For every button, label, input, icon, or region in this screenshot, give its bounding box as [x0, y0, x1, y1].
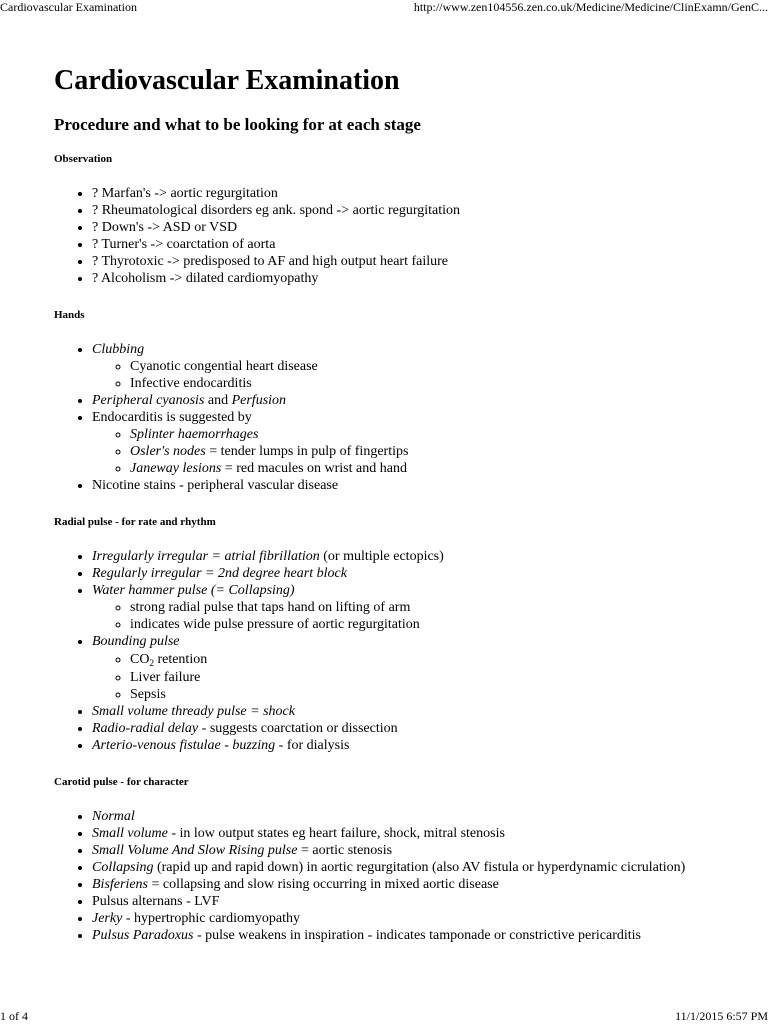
list-item: • ? Down's -> ASD or VSD — [92, 219, 714, 236]
text: Endocarditis is suggested by — [92, 410, 252, 425]
term: Arterio-venous fistulae - buzzing — [92, 738, 276, 753]
page-footer-timestamp: 11/1/2015 6:57 PM — [675, 1009, 768, 1023]
sub-list-item — [130, 460, 714, 477]
section-heading-carotid-pulse: Carotid pulse - for character — [54, 776, 189, 788]
text: - in low output states eg heart failure, shock, mitral stenosis — [167, 826, 505, 841]
page-footer-page-count: 1 of 4 — [0, 1009, 28, 1023]
term: Small Volume And Slow Rising pulse — [92, 843, 298, 858]
text: (rapid up and rapid down) in aortic regurgitation (also AV fistula or hyperdynamic cicrulation) — [153, 860, 686, 875]
list-item — [92, 876, 714, 893]
term: Normal — [92, 809, 135, 824]
term: Irregularly irregular = atrial fibrillation — [92, 549, 320, 564]
term: Collapsing — [92, 860, 154, 875]
list-item — [92, 582, 714, 633]
term: Bounding pulse — [92, 634, 180, 649]
list-item: • ? Turner's -> coarctation of aorta — [92, 236, 714, 253]
clubbing-term: Clubbing — [92, 342, 145, 357]
term: Small volume — [92, 826, 168, 841]
list-item — [92, 409, 714, 477]
list-item — [92, 341, 714, 392]
text: = collapsing and slow rising occurring in mixed aortic disease — [148, 877, 499, 892]
sub-list-item: ◦ Cyanotic congential heart disease — [130, 358, 714, 375]
term: Water hammer pulse (= Collapsing) — [92, 583, 295, 598]
term: Jerky — [92, 911, 123, 926]
term: Small volume thready pulse = shock — [92, 704, 295, 719]
list-item: • Pulsus alternans - LVF — [92, 893, 714, 910]
observation-list — [54, 185, 714, 287]
list-item: • ? Rheumatological disorders eg ank. spond -> aortic regurgitation — [92, 202, 714, 219]
text: = red macules on wrist and hand — [221, 461, 407, 476]
term: Janeway lesions — [130, 461, 222, 476]
list-item — [92, 927, 714, 944]
sub-list-item — [130, 426, 714, 443]
text: - pulse weakens in inspiration - indicates tamponade or constrictive pericarditis — [193, 928, 641, 943]
text: and — [204, 393, 232, 408]
section-heading-observation: Observation — [54, 153, 113, 165]
sub-list-item: ◦ Infective endocarditis — [130, 375, 714, 392]
list-item — [92, 859, 714, 876]
text: retention — [153, 652, 208, 667]
term: Radio-radial delay — [92, 721, 199, 736]
water-hammer-sublist — [92, 599, 714, 633]
list-item — [92, 808, 714, 825]
page-header-title: Cardiovascular Examination — [0, 0, 137, 14]
text: - hypertrophic cardiomyopathy — [122, 911, 300, 926]
term: Bisferiens — [92, 877, 148, 892]
term: Splinter haemorrhages — [130, 427, 259, 442]
text: - for dialysis — [275, 738, 350, 753]
list-item: • ? Alcoholism -> dilated cardiomyopathy — [92, 270, 714, 287]
text: (or multiple ectopics) — [319, 549, 444, 564]
document-body — [54, 62, 714, 944]
sub-list-item: ◦ indicates wide pulse pressure of aortic regurgitation — [130, 616, 714, 633]
list-item — [92, 392, 714, 409]
text: - suggests coarctation or dissection — [198, 721, 398, 736]
section-heading-hands: Hands — [54, 309, 85, 321]
list-item — [92, 633, 714, 703]
list-item — [92, 825, 714, 842]
list-item — [92, 565, 714, 582]
term: Pulsus Paradoxus — [92, 928, 194, 943]
text: = tender lumps in pulp of fingertips — [205, 444, 409, 459]
list-item — [92, 548, 714, 565]
page-header-url: http://www.zen104556.zen.co.uk/Medicine/Medicine/ClinExamn/GenC... — [413, 0, 768, 14]
endocarditis-sublist — [92, 426, 714, 477]
list-item — [92, 842, 714, 859]
sub-list-item: ◦ strong radial pulse that taps hand on lifting of arm — [130, 599, 714, 616]
radial-pulse-list — [54, 548, 714, 754]
term: Perfusion — [231, 393, 287, 408]
text: CO — [130, 652, 150, 667]
list-item: • ? Thyrotoxic -> predisposed to AF and high output heart failure — [92, 253, 714, 270]
subscript: 2 — [149, 658, 154, 668]
carotid-pulse-list — [54, 808, 714, 944]
list-item — [92, 703, 714, 720]
term: Peripheral cyanosis — [92, 393, 205, 408]
sub-list-item — [130, 443, 714, 460]
term: Osler's nodes — [130, 444, 206, 459]
sub-list-item — [130, 650, 714, 669]
clubbing-sublist — [92, 358, 714, 392]
page-subtitle: Procedure and what to be looking for at each stage — [54, 115, 421, 134]
hands-list — [54, 341, 714, 494]
term: Regularly irregular = 2nd degree heart block — [92, 566, 347, 581]
text: = aortic stenosis — [297, 843, 393, 858]
list-item — [92, 720, 714, 737]
list-item: • ? Marfan's -> aortic regurgitation — [92, 185, 714, 202]
list-item — [92, 910, 714, 927]
sub-list-item: ◦ Liver failure — [130, 669, 714, 686]
list-item: • Nicotine stains - peripheral vascular disease — [92, 477, 714, 494]
list-item — [92, 737, 714, 754]
section-heading-radial-pulse: Radial pulse - for rate and rhythm — [54, 516, 216, 528]
page-title: Cardiovascular Examination — [54, 65, 400, 96]
bounding-pulse-sublist — [92, 650, 714, 703]
sub-list-item: ◦ Sepsis — [130, 686, 714, 703]
